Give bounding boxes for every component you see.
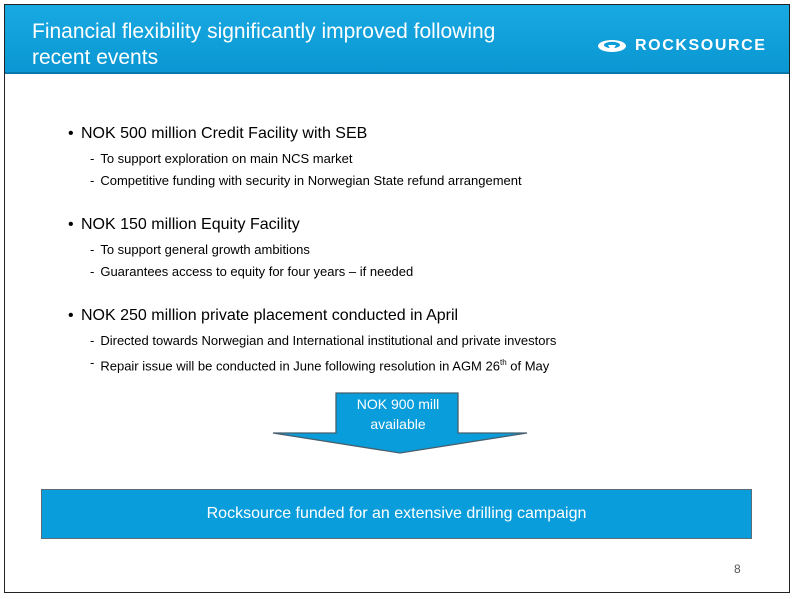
page-number: 8 <box>734 562 741 576</box>
callout-line-2: available <box>370 416 426 432</box>
sub-bullet-text: To support exploration on main NCS market <box>100 151 353 166</box>
slide-title: Financial flexibility significantly improved following recent events <box>32 20 496 69</box>
section-credit-facility <box>68 124 748 192</box>
sub-bullet: - Directed towards Norwegian and International institutional and private investors <box>68 330 748 352</box>
sub-bullet-text: Directed towards Norwegian and International institutional and private investors <box>100 333 557 348</box>
bullet-dot: • <box>68 307 74 324</box>
sub-bullet-text: Guarantees access to equity for four years – if needed <box>100 264 414 279</box>
bullet-text: NOK 250 million private placement conducted in April <box>81 307 459 324</box>
callout-text <box>336 394 460 434</box>
sub-bullet: - Competitive funding with security in Norwegian State refund arrangement <box>68 170 748 192</box>
sub-bullet: - To support general growth ambitions <box>68 239 748 261</box>
bullet-text: NOK 500 million Credit Facility with SEB <box>81 125 368 142</box>
header-divider <box>5 72 789 74</box>
bullet-item <box>68 215 748 235</box>
bullet-dot: • <box>68 216 74 233</box>
rocksource-logo <box>597 34 767 58</box>
sub-bullet: - Repair issue will be conducted in June following resolution in AGM 26th of May <box>68 352 748 377</box>
bullet-dot: • <box>68 125 74 142</box>
header-bar <box>5 5 789 72</box>
bullet-text: NOK 150 million Equity Facility <box>81 216 300 233</box>
sub-bullet: - To support exploration on main NCS market <box>68 148 748 170</box>
bullet-item <box>68 306 748 326</box>
rocksource-logo-icon <box>597 36 627 56</box>
conclusion-text: Rocksource funded for an extensive drilling campaign <box>206 505 587 522</box>
bullet-item <box>68 124 748 144</box>
sub-bullet-text: To support general growth ambitions <box>100 242 310 257</box>
sub-bullet-text: Competitive funding with security in Norwegian State refund arrangement <box>100 173 522 188</box>
section-private-placement <box>68 306 748 377</box>
conclusion-box <box>41 489 752 539</box>
callout-line-1: NOK 900 mill <box>356 396 440 412</box>
section-equity-facility <box>68 215 748 283</box>
sub-bullet: - Guarantees access to equity for four years – if needed <box>68 261 748 283</box>
logo-text: ROCKSOURCE <box>635 37 767 54</box>
sub-bullet-text: Repair issue will be conducted in June following resolution in AGM 26th of May <box>100 358 550 374</box>
